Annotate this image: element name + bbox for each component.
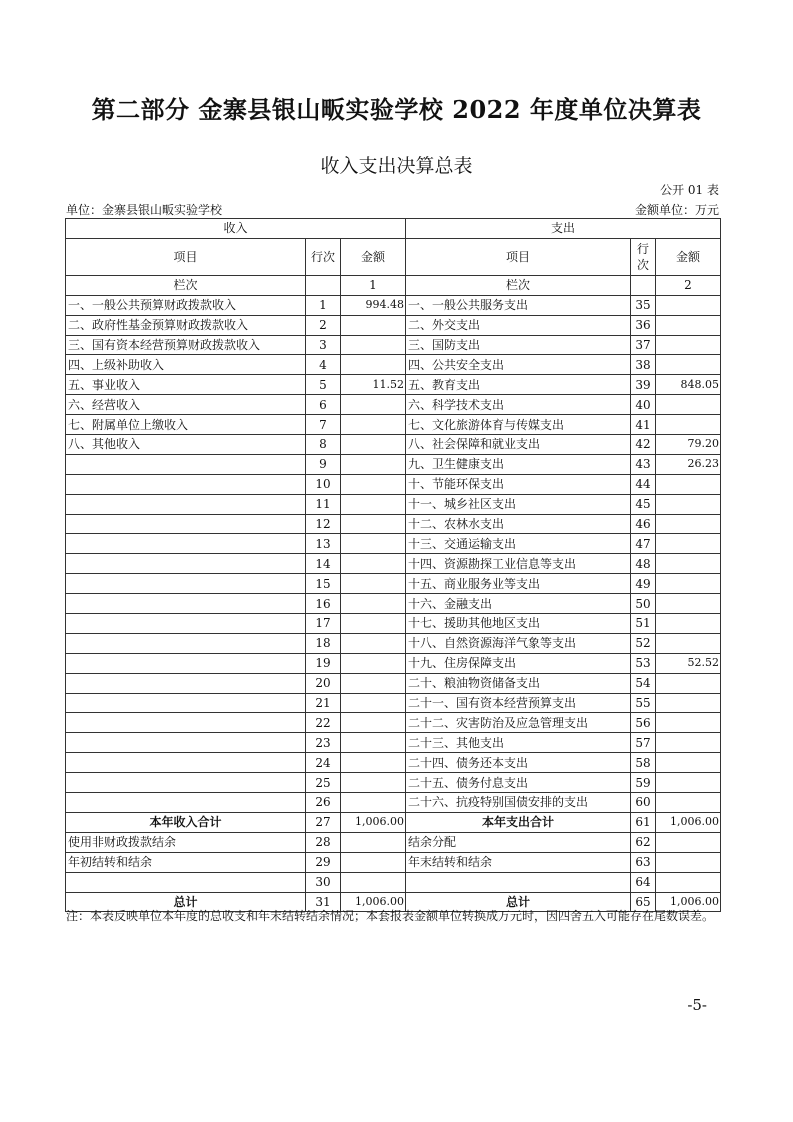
table-row [66,454,721,474]
expense-item-cell: 三、国防支出 [406,335,631,355]
income-item-cell [66,753,306,773]
income-amount-cell [341,355,406,375]
expense-amount-cell [656,713,721,733]
income-rowno-cell: 12 [306,514,341,534]
expense-rowno-cell: 50 [631,594,656,614]
expense-rowno-cell: 40 [631,395,656,415]
expense-rowno-cell: 61 [631,812,656,832]
expense-item-cell: 十五、商业服务业等支出 [406,574,631,594]
income-item-cell [66,673,306,693]
expense-rowno-cell: 45 [631,494,656,514]
table-row [66,315,721,335]
expense-amount-cell [656,574,721,594]
expense-amount-cell [656,295,721,315]
expense-rowno-cell: 58 [631,753,656,773]
expense-rowno-cell: 46 [631,514,656,534]
table-row [66,514,721,534]
expense-item-cell: 二十二、灾害防治及应急管理支出 [406,713,631,733]
income-rowno-cell: 21 [306,693,341,713]
expense-amount-cell [656,534,721,554]
income-item-cell [66,793,306,813]
income-amount-cell [341,713,406,733]
table-row [66,793,721,813]
income-item-cell: 总计 [66,892,306,912]
income-rowno-cell: 9 [306,454,341,474]
income-amount-cell [341,474,406,494]
expense-amount-cell: 52.52 [656,653,721,673]
expense-rowno-cell: 36 [631,315,656,335]
income-amount-cell [341,852,406,872]
expense-item-header: 项目 [406,238,631,275]
expense-amount-cell: 848.05 [656,375,721,395]
table-row [66,614,721,634]
expense-rowno-cell: 54 [631,673,656,693]
expense-amount-cell [656,395,721,415]
expense-amount-cell [656,753,721,773]
table-row [66,733,721,753]
expense-rowno-cell: 52 [631,633,656,653]
expense-amount-cell [656,733,721,753]
income-amount-cell [341,733,406,753]
table-row [66,375,721,395]
expense-rowno-cell: 47 [631,534,656,554]
income-amount-cell: 1,006.00 [341,892,406,912]
income-item-cell [66,614,306,634]
income-rowno-cell: 3 [306,335,341,355]
table-row [66,395,721,415]
income-amount-cell [341,494,406,514]
expense-amount-cell: 79.20 [656,435,721,455]
income-amount-cell [341,435,406,455]
income-rowno-cell: 24 [306,753,341,773]
expense-rowno-cell: 44 [631,474,656,494]
expense-amount-cell [656,494,721,514]
expense-item-cell: 十三、交通运输支出 [406,534,631,554]
income-item-cell: 年初结转和结余 [66,852,306,872]
income-amount-cell [341,395,406,415]
income-rowno-cell: 29 [306,852,341,872]
empty-cell [306,275,341,295]
income-amount-cell [341,832,406,852]
expense-rowno-cell: 60 [631,793,656,813]
expense-rowno-cell: 43 [631,454,656,474]
income-item-cell [66,653,306,673]
expense-rowno-cell: 63 [631,852,656,872]
expense-amount-cell [656,832,721,852]
table-row [66,474,721,494]
expense-rowno-cell: 62 [631,832,656,852]
income-rowno-cell: 22 [306,713,341,733]
expense-item-cell: 总计 [406,892,631,912]
income-rowno-cell: 10 [306,474,341,494]
income-rowno-cell: 15 [306,574,341,594]
income-item-cell: 五、事业收入 [66,375,306,395]
income-amount-cell [341,773,406,793]
expense-item-cell: 年末结转和结余 [406,852,631,872]
expense-item-cell: 十四、资源勘探工业信息等支出 [406,554,631,574]
expense-rowno-cell: 41 [631,415,656,435]
expense-rowno-cell: 51 [631,614,656,634]
income-amount-cell [341,415,406,435]
income-item-cell: 八、其他收入 [66,435,306,455]
expense-amount-cell [656,693,721,713]
expense-rowno-cell: 42 [631,435,656,455]
expense-rowno-cell: 65 [631,892,656,912]
income-rowno-cell: 13 [306,534,341,554]
income-amount-cell: 1,006.00 [341,812,406,832]
expense-rowno-cell: 56 [631,713,656,733]
income-rowno-cell: 23 [306,733,341,753]
table-row [66,852,721,872]
income-rowno-cell: 25 [306,773,341,793]
table-row [66,435,721,455]
income-item-cell: 二、政府性基金预算财政拨款收入 [66,315,306,335]
expense-item-cell: 八、社会保障和就业支出 [406,435,631,455]
expense-amount-cell [656,514,721,534]
unit-label: 单位：金寨县银山畈实验学校 [66,203,223,217]
table-title: 收入支出决算总表 [320,155,473,177]
expense-amount-cell [656,852,721,872]
income-amount-cell [341,653,406,673]
expense-rowno-cell: 64 [631,872,656,892]
expense-item-cell: 六、科学技术支出 [406,395,631,415]
table-row [66,594,721,614]
income-rowno-cell: 6 [306,395,341,415]
table-row [66,753,721,773]
expense-rowno-header: 行次 [631,238,656,275]
currency-unit-label: 金额单位：万元 [634,203,719,217]
income-item-cell [66,633,306,653]
income-amount-cell [341,335,406,355]
expense-section-header: 支出 [406,219,721,239]
document-title: 第二部分 金寨县银山畈实验学校 2022 年度单位决算表 [91,95,702,124]
expense-item-cell: 十一、城乡社区支出 [406,494,631,514]
expense-amount-header: 金额 [656,238,721,275]
income-item-cell [66,733,306,753]
table-row [66,832,721,852]
income-rowno-cell: 8 [306,435,341,455]
table-row [66,653,721,673]
expense-item-cell: 十二、农林水支出 [406,514,631,534]
expense-amount-cell [656,355,721,375]
expense-rowno-cell: 39 [631,375,656,395]
income-amount-cell: 11.52 [341,375,406,395]
table-row [66,415,721,435]
income-col-label: 栏次 [66,275,306,295]
income-item-cell: 一、一般公共预算财政拨款收入 [66,295,306,315]
income-amount-cell [341,633,406,653]
expense-col-label: 栏次 [406,275,631,295]
income-rowno-cell: 4 [306,355,341,375]
income-rowno-cell: 28 [306,832,341,852]
expense-item-cell: 十六、金融支出 [406,594,631,614]
table-row [66,693,721,713]
table-row [66,295,721,315]
income-item-cell [66,872,306,892]
income-amount-cell [341,594,406,614]
income-section-header: 收入 [66,219,406,239]
income-item-cell: 四、上级补助收入 [66,355,306,375]
income-item-cell [66,454,306,474]
income-amount-cell [341,614,406,634]
income-amount-cell [341,673,406,693]
income-amount-cell [341,534,406,554]
income-rowno-cell: 27 [306,812,341,832]
income-rowno-cell: 19 [306,653,341,673]
income-rowno-cell: 20 [306,673,341,693]
income-amount-header: 金额 [341,238,406,275]
income-item-cell [66,474,306,494]
income-item-cell [66,554,306,574]
income-rowno-header: 行次 [306,238,341,275]
income-rowno-cell: 11 [306,494,341,514]
income-item-cell: 六、经营收入 [66,395,306,415]
income-item-cell [66,534,306,554]
page-number: -5- [687,996,707,1014]
expense-item-cell: 十九、住房保障支出 [406,653,631,673]
form-number: 公开 01 表 [660,183,719,197]
expense-item-cell: 九、卫生健康支出 [406,454,631,474]
income-rowno-cell: 31 [306,892,341,912]
expense-item-cell: 二十五、债务付息支出 [406,773,631,793]
income-amount-cell [341,872,406,892]
expense-item-cell: 十八、自然资源海洋气象等支出 [406,633,631,653]
income-rowno-cell: 2 [306,315,341,335]
expense-item-cell: 本年支出合计 [406,812,631,832]
income-rowno-cell: 17 [306,614,341,634]
income-item-cell: 本年收入合计 [66,812,306,832]
expense-amount-cell [656,554,721,574]
income-rowno-cell: 30 [306,872,341,892]
income-item-cell [66,773,306,793]
income-rowno-cell: 5 [306,375,341,395]
income-rowno-cell: 18 [306,633,341,653]
table-row [66,534,721,554]
expense-amount-cell [656,415,721,435]
expense-item-cell: 二十一、国有资本经营预算支出 [406,693,631,713]
expense-item-cell: 二十三、其他支出 [406,733,631,753]
table-row [66,773,721,793]
expense-item-cell [406,872,631,892]
income-rowno-cell: 14 [306,554,341,574]
expense-amount-cell [656,793,721,813]
income-rowno-cell: 7 [306,415,341,435]
expense-rowno-cell: 53 [631,653,656,673]
expense-rowno-cell: 55 [631,693,656,713]
total-row [66,812,721,832]
income-rowno-cell: 26 [306,793,341,813]
table-row [66,554,721,574]
table-row [66,713,721,733]
expense-amount-cell [656,594,721,614]
table-row [66,335,721,355]
income-item-cell [66,713,306,733]
expense-rowno-cell: 37 [631,335,656,355]
income-rowno-cell: 1 [306,295,341,315]
income-item-cell: 七、附属单位上缴收入 [66,415,306,435]
income-item-cell: 三、国有资本经营预算财政拨款收入 [66,335,306,355]
expense-rowno-cell: 59 [631,773,656,793]
income-amount-cell [341,514,406,534]
expense-item-cell: 十、节能环保支出 [406,474,631,494]
expense-item-cell: 二十四、债务还本支出 [406,753,631,773]
expense-amount-cell: 1,006.00 [656,892,721,912]
income-amount-cell [341,693,406,713]
table-row [66,872,721,892]
expense-amount-cell [656,872,721,892]
income-item-cell [66,693,306,713]
income-amount-cell: 994.48 [341,295,406,315]
income-item-cell: 使用非财政拨款结余 [66,832,306,852]
expense-col-number: 2 [656,275,721,295]
expense-amount-cell [656,633,721,653]
table-row [66,574,721,594]
expense-rowno-cell: 57 [631,733,656,753]
expense-amount-cell [656,315,721,335]
income-rowno-cell: 16 [306,594,341,614]
expense-rowno-cell: 38 [631,355,656,375]
income-item-cell [66,514,306,534]
expense-amount-cell [656,614,721,634]
expense-item-cell: 七、文化旅游体育与传媒支出 [406,415,631,435]
expense-amount-cell: 26.23 [656,454,721,474]
empty-cell [631,275,656,295]
income-amount-cell [341,574,406,594]
income-amount-cell [341,315,406,335]
income-expense-table [65,218,721,912]
income-col-number: 1 [341,275,406,295]
income-amount-cell [341,753,406,773]
table-row [66,494,721,514]
income-amount-cell [341,454,406,474]
expense-item-cell: 结余分配 [406,832,631,852]
expense-amount-cell [656,773,721,793]
expense-amount-cell [656,335,721,355]
expense-amount-cell [656,474,721,494]
income-amount-cell [341,793,406,813]
table-row [66,673,721,693]
expense-item-cell: 十七、援助其他地区支出 [406,614,631,634]
income-item-header: 项目 [66,238,306,275]
expense-item-cell: 二、外交支出 [406,315,631,335]
expense-amount-cell: 1,006.00 [656,812,721,832]
expense-item-cell: 四、公共安全支出 [406,355,631,375]
expense-rowno-cell: 48 [631,554,656,574]
income-item-cell [66,494,306,514]
expense-item-cell: 二十六、抗疫特别国债安排的支出 [406,793,631,813]
footnote: 注：本表反映单位本年度的总收支和年末结转结余情况；本套报表金额单位转换成万元时，因四舍五入可能存在尾数误差。 [66,909,715,923]
expense-rowno-cell: 35 [631,295,656,315]
income-amount-cell [341,554,406,574]
expense-amount-cell [656,673,721,693]
expense-rowno-cell: 49 [631,574,656,594]
table-row [66,355,721,375]
expense-item-cell: 一、一般公共服务支出 [406,295,631,315]
income-item-cell [66,594,306,614]
income-item-cell [66,574,306,594]
expense-item-cell: 五、教育支出 [406,375,631,395]
expense-item-cell: 二十、粮油物资储备支出 [406,673,631,693]
table-row [66,633,721,653]
